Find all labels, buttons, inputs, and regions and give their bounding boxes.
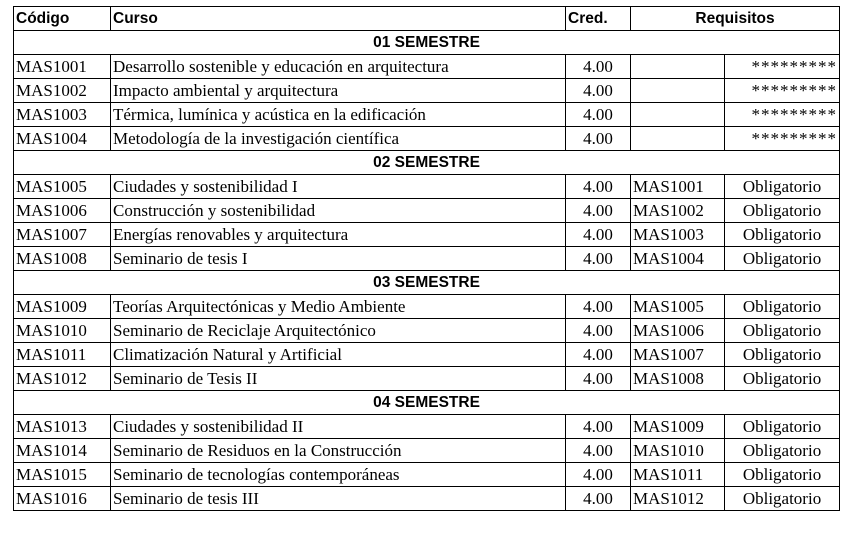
requirement-code: MAS1008 [631,367,725,391]
course-code: MAS1012 [14,367,111,391]
requirement-status: ********* [725,127,840,151]
course-name: Metodología de la investigación científica [111,127,566,151]
course-name: Construcción y sostenibilidad [111,199,566,223]
course-row [14,223,840,247]
requirement-status: Obligatorio [725,487,840,511]
course-row [14,415,840,439]
course-name: Seminario de Residuos en la Construcción [111,439,566,463]
course-code: MAS1009 [14,295,111,319]
course-credits: 4.00 [566,247,631,271]
course-code: MAS1016 [14,487,111,511]
requirement-status: Obligatorio [725,247,840,271]
course-credits: 4.00 [566,319,631,343]
semester-title: 04 SEMESTRE [14,391,840,415]
course-code: MAS1015 [14,463,111,487]
course-name: Desarrollo sostenible y educación en arquitectura [111,55,566,79]
course-code: MAS1005 [14,175,111,199]
course-name: Seminario de Tesis II [111,367,566,391]
requirement-code: MAS1009 [631,415,725,439]
course-row [14,295,840,319]
course-code: MAS1008 [14,247,111,271]
course-code: MAS1010 [14,319,111,343]
course-credits: 4.00 [566,127,631,151]
course-credits: 4.00 [566,103,631,127]
curriculum-table [13,6,840,511]
requirement-status: Obligatorio [725,367,840,391]
course-row [14,55,840,79]
requirement-status: Obligatorio [725,415,840,439]
course-name: Teorías Arquitectónicas y Medio Ambiente [111,295,566,319]
requirement-code [631,55,725,79]
course-row [14,175,840,199]
course-name: Térmica, lumínica y acústica en la edificación [111,103,566,127]
requirement-code: MAS1005 [631,295,725,319]
semester-title: 03 SEMESTRE [14,271,840,295]
course-row [14,463,840,487]
course-row [14,199,840,223]
requirement-status: ********* [725,55,840,79]
requirement-code: MAS1006 [631,319,725,343]
course-credits: 4.00 [566,343,631,367]
course-row [14,103,840,127]
requirement-status: Obligatorio [725,463,840,487]
requirement-code [631,127,725,151]
requirement-code: MAS1003 [631,223,725,247]
course-name: Seminario de tesis I [111,247,566,271]
header-code: Código [14,7,111,31]
course-name: Seminario de tesis III [111,487,566,511]
requirement-code: MAS1004 [631,247,725,271]
requirement-status: ********* [725,103,840,127]
course-row [14,127,840,151]
requirement-code: MAS1012 [631,487,725,511]
requirement-code: MAS1001 [631,175,725,199]
course-row [14,439,840,463]
requirement-code [631,103,725,127]
course-name: Ciudades y sostenibilidad I [111,175,566,199]
curriculum-table-body [14,7,840,511]
course-code: MAS1007 [14,223,111,247]
course-name: Impacto ambiental y arquitectura [111,79,566,103]
course-code: MAS1014 [14,439,111,463]
course-name: Climatización Natural y Artificial [111,343,566,367]
requirement-code: MAS1010 [631,439,725,463]
course-credits: 4.00 [566,55,631,79]
semester-header-row [14,151,840,175]
requirement-status: Obligatorio [725,295,840,319]
course-code: MAS1003 [14,103,111,127]
course-row [14,343,840,367]
requirement-status: Obligatorio [725,343,840,367]
course-row [14,247,840,271]
requirement-status: Obligatorio [725,439,840,463]
course-credits: 4.00 [566,415,631,439]
requirement-status: Obligatorio [725,223,840,247]
course-code: MAS1011 [14,343,111,367]
course-credits: 4.00 [566,367,631,391]
requirement-code: MAS1007 [631,343,725,367]
requirement-code [631,79,725,103]
course-name: Energías renovables y arquitectura [111,223,566,247]
requirement-status: ********* [725,79,840,103]
requirement-status: Obligatorio [725,199,840,223]
course-credits: 4.00 [566,463,631,487]
header-requirements: Requisitos [631,7,840,31]
course-credits: 4.00 [566,175,631,199]
header-credits: Cred. [566,7,631,31]
course-credits: 4.00 [566,79,631,103]
course-code: MAS1006 [14,199,111,223]
course-credits: 4.00 [566,223,631,247]
course-credits: 4.00 [566,487,631,511]
course-code: MAS1013 [14,415,111,439]
requirement-code: MAS1002 [631,199,725,223]
course-row [14,319,840,343]
requirement-code: MAS1011 [631,463,725,487]
semester-title: 01 SEMESTRE [14,31,840,55]
table-header-row [14,7,840,31]
header-course: Curso [111,7,566,31]
course-credits: 4.00 [566,199,631,223]
course-name: Ciudades y sostenibilidad II [111,415,566,439]
requirement-status: Obligatorio [725,319,840,343]
semester-title: 02 SEMESTRE [14,151,840,175]
requirement-status: Obligatorio [725,175,840,199]
semester-header-row [14,31,840,55]
course-code: MAS1004 [14,127,111,151]
course-row [14,487,840,511]
semester-header-row [14,391,840,415]
course-credits: 4.00 [566,439,631,463]
semester-header-row [14,271,840,295]
course-row [14,79,840,103]
course-row [14,367,840,391]
course-credits: 4.00 [566,295,631,319]
course-code: MAS1002 [14,79,111,103]
course-name: Seminario de Reciclaje Arquitectónico [111,319,566,343]
course-code: MAS1001 [14,55,111,79]
course-name: Seminario de tecnologías contemporáneas [111,463,566,487]
